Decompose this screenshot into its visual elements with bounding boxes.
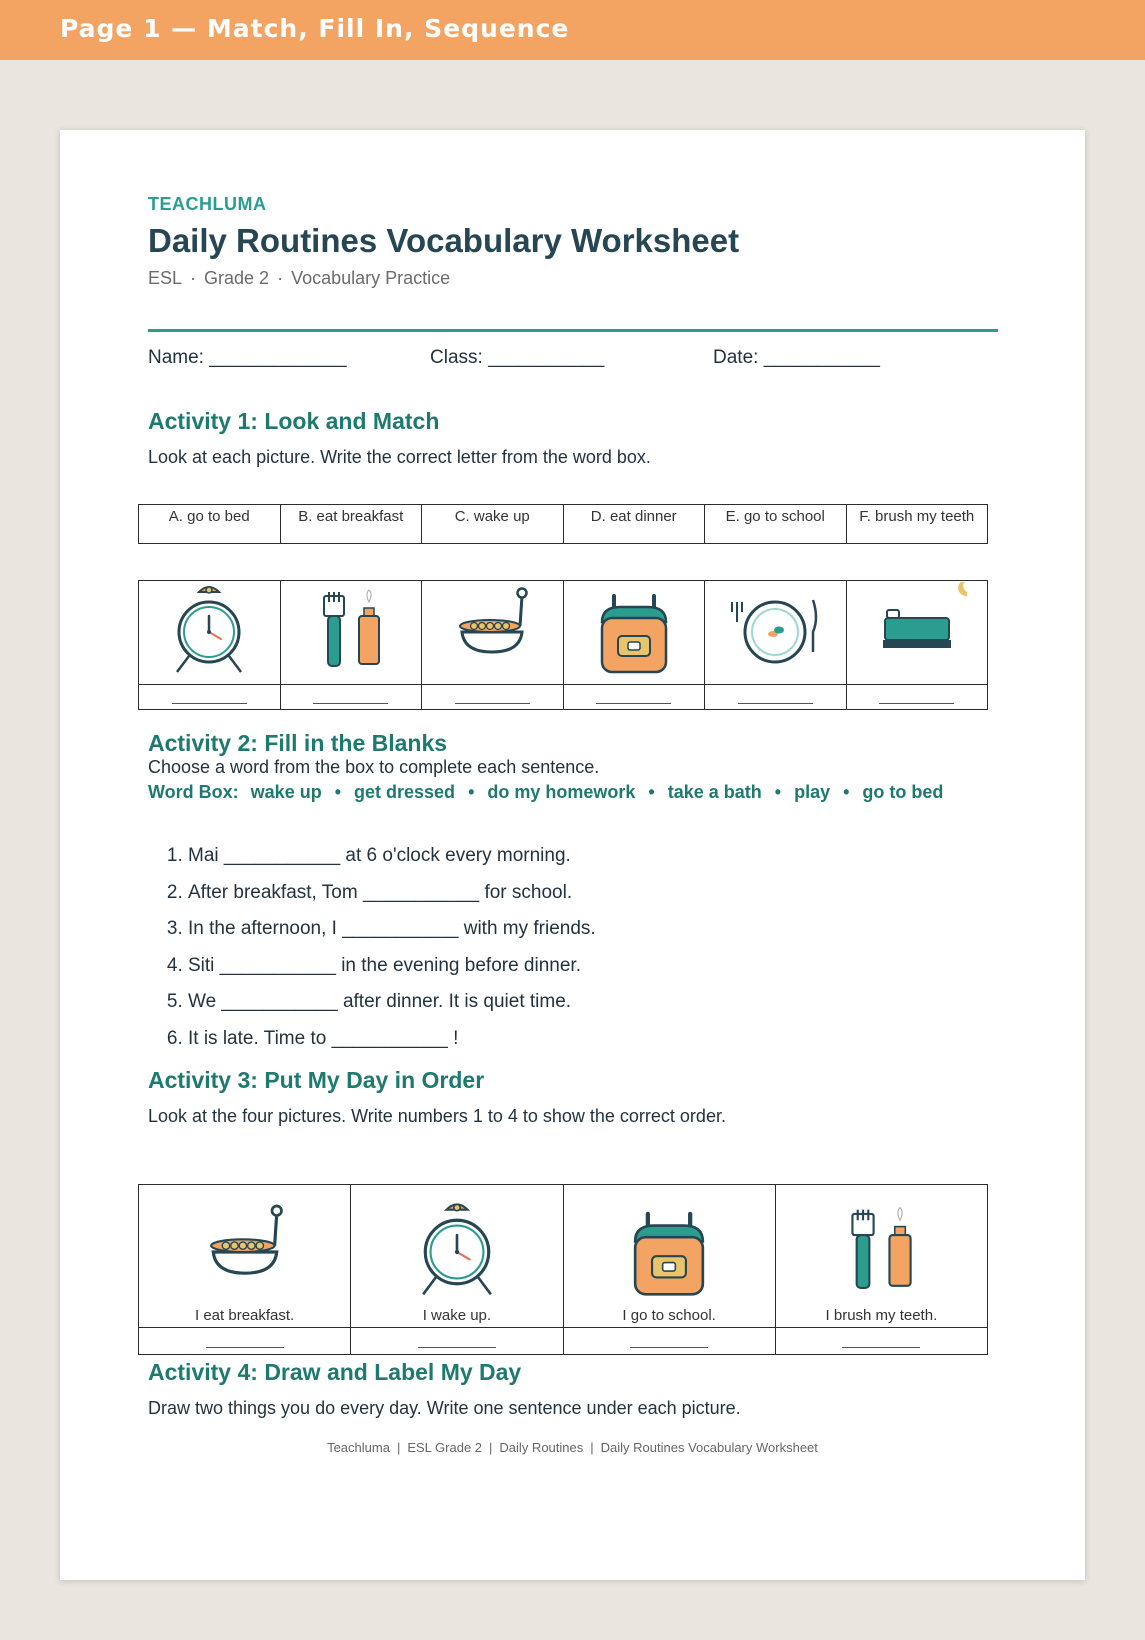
sentence-item[interactable]: 4. Siti ___________ in the evening before dinner. (188, 952, 596, 989)
match-picture-cell (422, 581, 564, 685)
answer-blank[interactable] (879, 685, 954, 704)
order-number-blank[interactable] (418, 1329, 496, 1348)
order-picture-cell (563, 1185, 775, 1328)
activity3-instruction: Look at the four pictures. Write numbers 1 to 4 to show the correct order. (148, 1106, 726, 1126)
alarm-clock-icon (159, 582, 259, 682)
banner-title: Page 1 — Match, Fill In, Sequence (60, 14, 570, 43)
word-option-e: E. go to school (725, 508, 825, 525)
activity1-picture-grid (138, 580, 988, 710)
word-box-separator: • (774, 782, 782, 802)
order-number-blank[interactable] (630, 1329, 708, 1348)
order-caption: I go to school. (622, 1307, 716, 1324)
answer-blank[interactable] (313, 685, 388, 704)
order-number-blank[interactable] (206, 1329, 284, 1348)
answer-blank[interactable] (172, 685, 247, 704)
word-box-item: do my homework (487, 782, 636, 802)
order-answer-cell[interactable] (563, 1328, 775, 1355)
order-picture-cell (139, 1185, 351, 1328)
footer-separator: | (396, 1440, 401, 1455)
activity1-word-box (138, 504, 988, 544)
word-box-separator: • (334, 782, 342, 802)
word-box-item: go to bed (862, 782, 944, 802)
answer-blank[interactable] (455, 685, 530, 704)
sentence-item[interactable]: 5. We ___________ after dinner. It is quiet time. (188, 988, 596, 1025)
footer-brand: Teachluma (327, 1440, 390, 1455)
meta-subject: ESL (148, 268, 183, 288)
activity3-order-grid (138, 1184, 988, 1355)
word-option-c: C. wake up (454, 508, 530, 525)
activity3-heading: Activity 3: Put My Day in Order (148, 1067, 485, 1093)
toothbrush-icon (301, 582, 401, 682)
match-picture-cell (563, 581, 705, 685)
word-option-d: D. eat dinner (590, 508, 677, 525)
sentence-item[interactable]: 3. In the afternoon, I ___________ with my friends. (188, 915, 596, 952)
footer-topic: Daily Routines (499, 1440, 584, 1455)
sentence-item[interactable]: 6. It is late. Time to ___________ ! (188, 1025, 596, 1062)
match-answer-cell[interactable] (280, 684, 422, 709)
footer-title: Daily Routines Vocabulary Worksheet (600, 1440, 818, 1455)
order-picture-cell (775, 1185, 987, 1328)
date-field[interactable]: Date: ___________ (713, 347, 880, 368)
activity4-instruction: Draw two things you do every day. Write one sentence under each picture. (148, 1398, 741, 1418)
match-answer-cell[interactable] (846, 684, 988, 709)
match-answer-cell[interactable] (139, 684, 281, 709)
meta-separator: · (277, 268, 284, 288)
activity1-instruction: Look at each picture. Write the correct letter from the word box. (148, 447, 651, 467)
order-caption: I eat breakfast. (195, 1307, 295, 1324)
worksheet-page (60, 130, 1085, 1580)
order-answer-cell[interactable] (351, 1328, 563, 1355)
alarm-clock-icon (402, 1197, 512, 1307)
activity2-instruction: Choose a word from the box to complete each sentence. (148, 757, 600, 777)
sentence-list (148, 842, 596, 1061)
header-rule (148, 329, 998, 332)
order-number-blank[interactable] (842, 1329, 920, 1348)
toothbrush-icon (826, 1197, 936, 1307)
word-option-a: A. go to bed (168, 508, 250, 525)
activity4-heading: Activity 4: Draw and Label My Day (148, 1359, 522, 1385)
word-box-label: Word Box: (148, 782, 239, 802)
match-answer-cell[interactable] (563, 684, 705, 709)
word-box-item: get dressed (354, 782, 456, 802)
word-box-item: take a bath (667, 782, 762, 802)
class-field[interactable]: Class: ___________ (430, 347, 605, 368)
brand-name: TEACHLUMA (148, 194, 267, 214)
activity2-word-box (148, 780, 978, 805)
order-caption: I wake up. (422, 1307, 492, 1324)
dinner-plate-icon (725, 582, 825, 682)
match-picture-cell (280, 581, 422, 685)
answer-blank[interactable] (738, 685, 813, 704)
footer-separator: | (590, 1440, 594, 1455)
worksheet-meta (148, 268, 450, 289)
order-answer-cell[interactable] (775, 1328, 987, 1355)
match-picture-cell (846, 581, 988, 685)
match-picture-cell (139, 581, 281, 685)
bed-icon (867, 582, 967, 682)
match-answer-cell[interactable] (422, 684, 564, 709)
breakfast-bowl-icon (442, 582, 542, 682)
word-box-item: wake up (250, 782, 322, 802)
name-field[interactable]: Name: _____________ (148, 347, 347, 368)
footer-course: ESL Grade 2 (407, 1440, 483, 1455)
match-picture-cell (705, 581, 847, 685)
word-option-b: B. eat breakfast (298, 508, 404, 525)
activity2-heading: Activity 2: Fill in the Blanks (148, 730, 448, 756)
word-box-separator: • (468, 782, 475, 802)
backpack-icon (584, 582, 684, 682)
page-footer (60, 1440, 1085, 1455)
order-caption: I brush my teeth. (825, 1307, 938, 1324)
word-box-separator: • (648, 782, 655, 802)
sentence-item[interactable]: 2. After breakfast, Tom ___________ for school. (188, 879, 596, 916)
order-answer-cell[interactable] (139, 1328, 351, 1355)
order-picture-cell (351, 1185, 563, 1328)
meta-grade: Grade 2 (204, 268, 270, 288)
worksheet-title: Daily Routines Vocabulary Worksheet (148, 222, 740, 259)
word-box-item: play (794, 782, 831, 802)
sentence-item[interactable]: 1. Mai ___________ at 6 o'clock every morning. (188, 842, 596, 879)
answer-blank[interactable] (596, 685, 671, 704)
breakfast-bowl-icon (190, 1197, 300, 1307)
page-banner (0, 0, 1145, 60)
footer-separator: | (489, 1440, 493, 1455)
meta-separator: · (190, 268, 197, 288)
meta-topic: Vocabulary Practice (291, 268, 451, 288)
word-box-separator: • (843, 782, 850, 802)
word-option-f: F. brush my teeth (859, 508, 975, 525)
match-answer-cell[interactable] (705, 684, 847, 709)
backpack-icon (614, 1197, 724, 1307)
activity1-heading: Activity 1: Look and Match (148, 408, 440, 434)
